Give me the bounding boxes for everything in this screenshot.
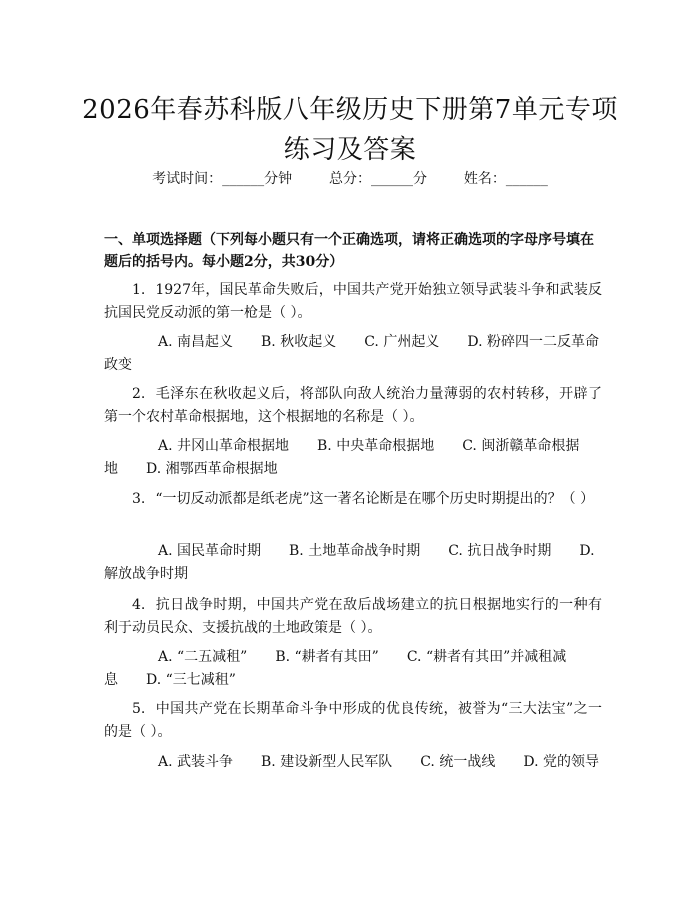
question-number: 3. bbox=[132, 491, 146, 507]
option-a: A. 武装斗争 bbox=[158, 754, 234, 770]
option-c: C. 统一战线 bbox=[420, 754, 496, 770]
question-4-options bbox=[104, 646, 602, 692]
document-title: 2026年春苏科版八年级历史下册第7单元专项练习及答案 bbox=[82, 95, 618, 165]
question-2 bbox=[104, 383, 602, 429]
question-4 bbox=[104, 594, 602, 640]
option-d: D. 湘鄂西革命根据地 bbox=[146, 461, 278, 477]
question-text: “一切反动派都是纸老虎”这一著名论断是在哪个历史时期提出的？（ ） bbox=[155, 491, 595, 507]
option-a: A. 井冈山革命根据地 bbox=[158, 438, 290, 454]
question-3 bbox=[104, 488, 602, 511]
option-c: C. 广州起义 bbox=[364, 334, 440, 350]
option-d: D. 粉碎四一二反革命政变 bbox=[104, 334, 599, 373]
question-text: 抗日战争时期，中国共产党在敌后战场建立的抗日根据地实行的一种有利于动员民众、支援抗战的土地政策是（ ）。 bbox=[104, 597, 602, 636]
question-number: 4. bbox=[132, 597, 146, 613]
option-b: B. 秋收起义 bbox=[261, 334, 337, 350]
option-b: B. 建设新型人民军队 bbox=[261, 754, 393, 770]
exam-time-field: 考试时间：______分钟 bbox=[152, 171, 293, 187]
question-2-options bbox=[104, 435, 602, 481]
option-c: C. 抗日战争时期 bbox=[448, 543, 552, 559]
question-3-options bbox=[104, 540, 602, 586]
question-1-options bbox=[104, 331, 602, 377]
section-heading: 一、单项选择题（下列每小题只有一个正确选项，请将正确选项的字母序号填在题后的括号内。每小题2分，共30分） bbox=[104, 232, 594, 270]
option-c: C. 闽浙赣革命根据地 bbox=[104, 438, 580, 477]
option-d: D. “三七减租” bbox=[146, 672, 236, 688]
question-number: 2. bbox=[132, 386, 146, 402]
question-5 bbox=[104, 698, 602, 744]
option-d: D. 党的领导 bbox=[523, 754, 599, 770]
option-a: A. 国民革命时期 bbox=[158, 543, 262, 559]
question-number: 5. bbox=[132, 701, 146, 717]
question-5-options bbox=[104, 751, 602, 774]
question-1 bbox=[104, 279, 602, 325]
question-text: 中国共产党在长期革命斗争中形成的优良传统，被誉为“三大法宝”之一的是（ ）。 bbox=[104, 701, 602, 740]
name-field: 姓名：______ bbox=[463, 171, 548, 187]
option-d: D. 解放战争时期 bbox=[104, 543, 595, 582]
option-c: C. “耕者有其田”并减租减息 bbox=[104, 649, 567, 688]
total-score-field: 总分：______分 bbox=[329, 171, 427, 187]
option-b: B. 中央革命根据地 bbox=[317, 438, 435, 454]
option-b: B. 土地革命战争时期 bbox=[289, 543, 421, 559]
question-number: 1. bbox=[132, 282, 146, 298]
option-b: B. “耕者有其田” bbox=[275, 649, 379, 665]
question-text: 1927年，国民革命失败后，中国共产党开始独立领导武装斗争和武装反抗国民党反动派的第一枪是（ ）。 bbox=[104, 282, 602, 321]
option-a: A. “二五减租” bbox=[158, 649, 248, 665]
question-text: 毛泽东在秋收起义后，将部队向敌人统治力量薄弱的农村转移，开辟了第一个农村革命根据地，这个根据地的名称是（ ）。 bbox=[104, 386, 602, 425]
option-a: A. 南昌起义 bbox=[158, 334, 234, 350]
exam-info-line bbox=[0, 168, 700, 190]
